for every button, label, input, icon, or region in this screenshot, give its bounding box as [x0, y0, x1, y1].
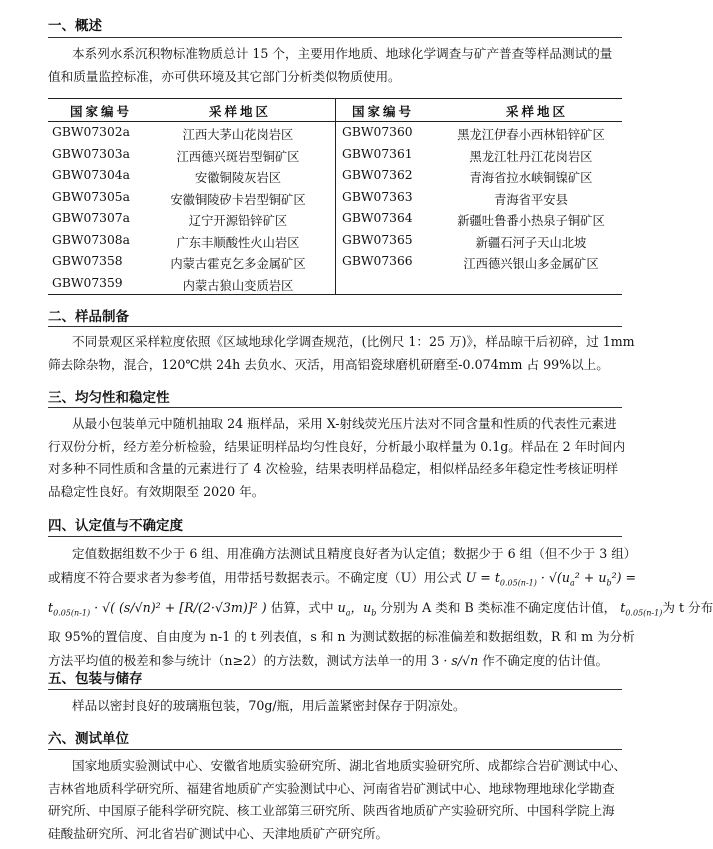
paragraph-line: 方法平均值的极差和参与统计（n≥2）的方法数，测试方法单一的用 3 · s/√n 作不确定度的估计值。	[48, 653, 609, 669]
preparation-paragraph	[48, 331, 635, 376]
table-cell-code: GBW07360	[342, 125, 413, 139]
paragraph-line: 从最小包装单元中随机抽取 24 瓶样品，采用 X-射线荧光压片法对不同含量和性质的代表性元素进	[72, 416, 617, 431]
uncertainty-formula: $U = t_{0.05(n-1)} \cdot √(u_a^2 + u_b^2)$ =	[465, 570, 637, 588]
table-cell-area: 安徽铜陵矽卡岩型铜矿区	[170, 192, 306, 207]
table-cell-area: 黑龙江牡丹江花岗岩区	[469, 149, 593, 164]
table-cell-area: 新疆石河子天山北坡	[475, 235, 587, 250]
table-cell-code: GBW07304a	[52, 168, 130, 182]
table-header-code: 国家编号	[352, 104, 415, 119]
section-rule	[48, 536, 622, 537]
section-heading-testing-units: 六、测试单位	[48, 731, 129, 747]
paragraph-line: 样品以密封良好的玻璃瓶包装，70g/瓶，用后盖紧密封保存于阴凉处。	[72, 698, 466, 713]
paragraph-line: 本系列水系沉积物标准物质总计 15 个，主要用作地质、地球化学调查与矿产普查等样品测试的量	[72, 46, 613, 61]
table-cell-code: GBW07365	[342, 232, 413, 247]
table-cell-code: GBW07308a	[52, 232, 130, 247]
table-cell-code: GBW07362	[342, 168, 413, 182]
paragraph-line: 吉林省地质科学研究所、福建省地质矿产实验测试中心、河南省岩矿测试中心、地球物理地球化学勘查	[48, 780, 615, 796]
section-heading-certified-values: 四、认定值与不确定度	[48, 518, 183, 534]
section-rule	[48, 37, 622, 38]
reference-material-table	[48, 98, 622, 295]
paragraph-line: 定值数据组数不少于 6 组、用准确方法测试且精度良好者为认定值；数据少于 6 组（但不少于 3 组）	[72, 546, 637, 561]
table-cell-code: GBW07364	[342, 211, 413, 225]
table-cell-area: 新疆吐鲁番小热泉子铜矿区	[457, 214, 605, 228]
table-cell-code: GBW07303a	[52, 146, 130, 161]
paragraph-line: 行双份分析，经方差分析检验，结果证明样品均匀性良好，分析最小取样量为 0.1g。样品在 2 年时间内	[48, 438, 626, 454]
table-header-code: 国家编号	[70, 104, 133, 119]
table-cell-code: GBW07358	[52, 254, 123, 268]
table-cell-code: GBW07305a	[52, 189, 130, 204]
table-cell-area: 广东丰顺酸性火山岩区	[176, 235, 300, 250]
section-rule	[48, 326, 622, 327]
table-cell-code: GBW07302a	[52, 125, 130, 139]
table-header-area: 采样地区	[506, 104, 569, 119]
paragraph-line: 硅酸盐研究所、河北省岩矿测试中心、天津地质矿产研究所。	[48, 825, 389, 841]
paragraph-line: $t_{0.05(n-1)}$ · √( (s/√n)² + [R/(2·√3m)]² ) 估算，式中 $u_a$，$u_b$ 分别为 A 类和 B 类标准不确定度估计值， $t_{0.05(n-1)}$为 t 分布	[48, 599, 713, 618]
section-heading-packaging-storage: 五、包装与储存	[48, 671, 143, 687]
table-cell-area: 青海省平安县	[494, 192, 568, 207]
section-rule	[48, 689, 622, 690]
uncertainty-formula-continued: $t_{0.05(n-1)}$ · √( (s/√n)² + [R/(2·√3m)]² )	[48, 599, 271, 618]
paragraph-line: 国家地质实验测试中心、安徽省地质实验研究所、湖北省地质实验研究所、成都综合岩矿测试中心、	[72, 758, 627, 773]
table-cell-area: 江西德兴银山多金属矿区	[463, 257, 599, 271]
table-cell-area: 黑龙江伊春小西林铅锌矿区	[457, 128, 605, 142]
paragraph-line: 值和质量监控标准，亦可供环境及其它部门分析类似物质使用。	[48, 68, 401, 84]
paragraph-line: 对多种不同性质和含量的元素进行了 4 次检验，结果表明样品稳定，相似样品经多年稳定性考核证明样	[48, 461, 619, 476]
table-header-area: 采样地区	[209, 104, 272, 119]
table-cell-code: GBW07359	[52, 275, 123, 290]
overview-paragraph	[48, 43, 622, 88]
section-heading-sample-preparation: 二、样品制备	[48, 309, 129, 325]
section-rule	[48, 749, 622, 750]
paragraph-line: 或精度不符合要求者为参考值，用带括号数据表示。不确定度（U）用公式 $U = t_{0.05(n-1)} \cdot √(u_a^2 + u_b^2)$ =	[48, 570, 637, 588]
certified-values-paragraph	[48, 542, 713, 673]
paragraph-line: 研究所、中国原子能科学研究院、核工业部第三研究所、陕西省地质矿产实验研究所、中国科学院上海	[48, 803, 615, 818]
table-cell-area: 江西大茅山花岗岩区	[182, 128, 294, 142]
paragraph-line: 取 95%的置信度、自由度为 n-1 的 t 列表值，s 和 n 为测试数据的标准偏差和数据组数，R 和 m 为分析	[48, 629, 635, 645]
paragraph-line: 品稳定性良好。有效期限至 2020 年。	[48, 483, 265, 499]
homogeneity-paragraph	[48, 413, 626, 503]
table-cell-area: 江西德兴斑岩型铜矿区	[176, 149, 300, 164]
section-rule	[48, 407, 622, 408]
table-cell-area: 内蒙古狼山变质岩区	[182, 278, 294, 293]
packaging-paragraph	[48, 695, 622, 718]
table-cell-code: GBW07307a	[52, 211, 130, 225]
section-heading-overview: 一、概述	[48, 18, 102, 34]
table-cell-code: GBW07366	[342, 254, 413, 268]
table-cell-area: 内蒙古霍克乞多金属矿区	[170, 257, 306, 271]
table-cell-area: 青海省拉水峡铜镍矿区	[469, 171, 593, 185]
table-cell-code: GBW07363	[342, 189, 413, 204]
section-heading-homogeneity-stability: 三、均匀性和稳定性	[48, 390, 170, 406]
table-cell-code: GBW07361	[342, 146, 413, 161]
table-cell-area: 安徽铜陵灰岩区	[194, 171, 282, 185]
paragraph-line: 筛去除杂物，混合，120℃烘 24h 去负水、灭活，用高铝瓷球磨机研磨至-0.074mm 占 99%以上。	[48, 356, 609, 372]
table-cell-area: 辽宁开源铅锌矿区	[188, 214, 288, 228]
paragraph-line: 不同景观区采样粒度依照《区域地球化学调查规范，(比例尺 1：25 万)》，样品晾干后初碎，过 1mm	[72, 334, 635, 349]
testing-units-paragraph	[48, 755, 627, 845]
